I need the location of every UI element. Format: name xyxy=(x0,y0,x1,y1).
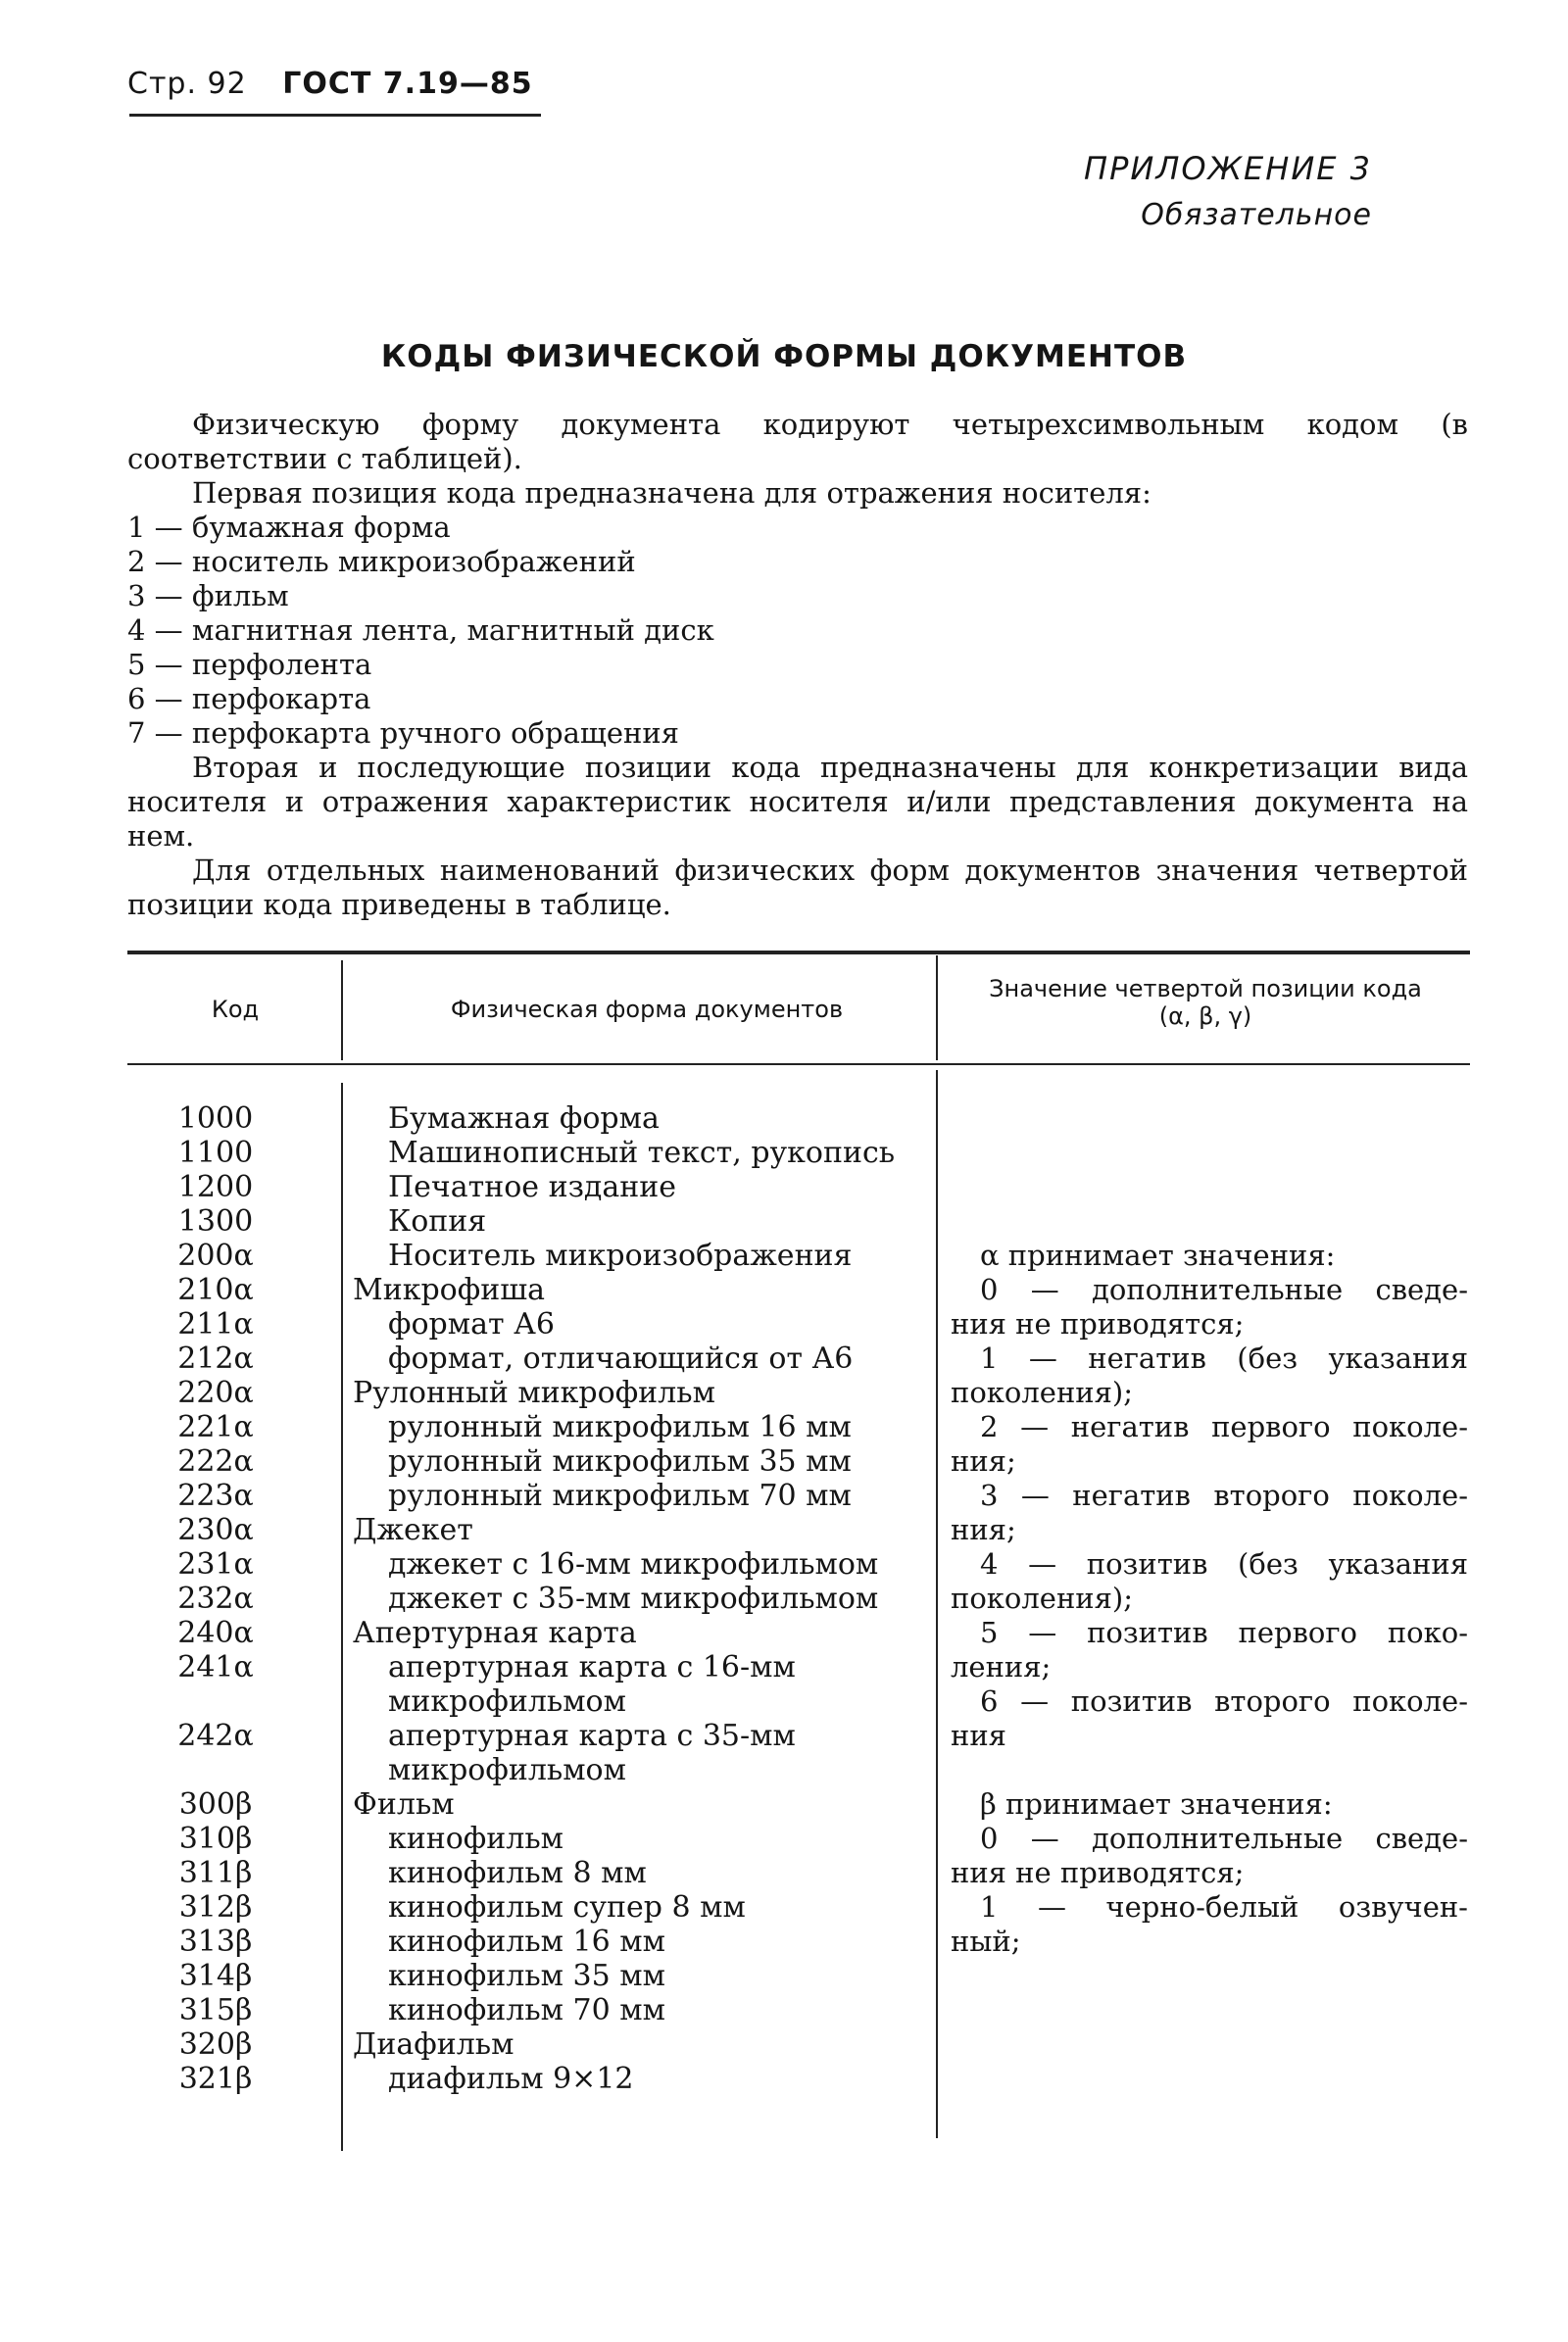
code-cell: 1000 xyxy=(177,1101,254,1136)
code-cell: 220α xyxy=(177,1376,254,1410)
header-divider xyxy=(936,955,938,1060)
form-cell: кинофильм 35 мм xyxy=(388,1959,665,1993)
form-cell: кинофильм 70 мм xyxy=(388,1993,665,2027)
code-cell: 211α xyxy=(177,1307,254,1342)
form-cell: Апертурная карта xyxy=(353,1616,637,1650)
page-title: КОДЫ ФИЗИЧЕСКОЙ ФОРМЫ ДОКУМЕНТОВ xyxy=(380,339,1188,374)
header-divider xyxy=(341,960,343,1060)
code-cell: 313β xyxy=(178,1925,253,1959)
value-line: 1 — негатив (без указания xyxy=(980,1342,1468,1375)
code-cell xyxy=(147,1684,284,1719)
header-rule xyxy=(129,114,541,117)
value-column xyxy=(951,1101,1468,1959)
form-cell: Диафильм xyxy=(353,2027,514,2062)
table-top-rule xyxy=(127,951,1470,954)
form-cell: кинофильм 16 мм xyxy=(388,1925,665,1959)
column-divider xyxy=(341,1083,343,2151)
column-header-value: Значение четвертой позиции кода (α, β, γ) xyxy=(989,975,1422,1030)
code-cell: 221α xyxy=(177,1410,254,1444)
page-number: Стр. 92 xyxy=(127,67,247,101)
form-cell: формат А6 xyxy=(388,1307,555,1342)
form-cell: рулонный микрофильм 35 мм xyxy=(388,1444,852,1479)
form-cell: рулонный микрофильм 16 мм xyxy=(388,1410,852,1444)
intro-paragraph-3: Вторая и последующие позиции кода предназначены для конкретизации вида носителя и отражения характеристик носителя и/или представления документа на нем. xyxy=(127,751,1468,853)
code-cell: 241α xyxy=(177,1650,254,1684)
value-line: ния; xyxy=(951,1444,1016,1478)
code-cell: 230α xyxy=(177,1513,254,1547)
code-cell: 231α xyxy=(177,1547,254,1582)
code-cell: 212α xyxy=(177,1342,254,1376)
form-cell: Бумажная форма xyxy=(388,1101,660,1136)
form-cell: Машинописный текст, рукопись xyxy=(388,1136,896,1170)
code-cell: 210α xyxy=(177,1273,254,1307)
value-line: ный; xyxy=(951,1925,1021,1958)
page-header xyxy=(127,67,533,101)
code-column xyxy=(147,1101,284,2096)
appendix-status: Обязательное xyxy=(1141,198,1372,232)
code-cell: 223α xyxy=(177,1479,254,1513)
value-line: 0 — дополнительные сведе- xyxy=(980,1273,1468,1306)
code-cell: 321β xyxy=(178,2062,253,2096)
appendix-label: ПРИЛОЖЕНИЕ 3 xyxy=(1084,150,1372,187)
code-cell: 200α xyxy=(177,1239,254,1273)
intro-text xyxy=(127,408,1468,922)
list-item: 5 — перфолента xyxy=(127,648,372,681)
form-cell: диафильм 9×12 xyxy=(388,2062,634,2096)
code-cell: 222α xyxy=(177,1444,254,1479)
intro-paragraph-1: Физическую форму документа кодируют четырехсимвольным кодом (в соответствии с таблицей). xyxy=(127,408,1468,475)
list-item: 2 — носитель микроизображений xyxy=(127,545,636,578)
carrier-list xyxy=(127,511,1468,751)
code-cell: 311β xyxy=(178,1856,253,1890)
form-cell: джекет с 35-мм микрофильмом xyxy=(388,1582,879,1616)
value-line: β принимает значения: xyxy=(980,1787,1333,1821)
form-cell: микрофильмом xyxy=(388,1684,626,1719)
list-item: 7 — перфокарта ручного обращения xyxy=(127,716,679,750)
code-cell: 315β xyxy=(178,1993,253,2027)
form-cell: апертурная карта с 35-мм xyxy=(388,1719,796,1753)
code-cell: 232α xyxy=(177,1582,254,1616)
form-cell: джекет с 16-мм микрофильмом xyxy=(388,1547,879,1582)
table-header-rule xyxy=(127,1063,1470,1065)
form-cell: Носитель микроизображения xyxy=(388,1239,853,1273)
code-cell: 300β xyxy=(178,1787,253,1822)
list-item: 6 — перфокарта xyxy=(127,682,371,715)
code-cell: 242α xyxy=(177,1719,254,1753)
form-cell: формат, отличающийся от А6 xyxy=(388,1342,854,1376)
code-cell: 1200 xyxy=(177,1170,254,1204)
form-cell: Фильм xyxy=(353,1787,455,1822)
form-cell: Микрофиша xyxy=(353,1273,545,1307)
value-line: 2 — негатив первого поколе- xyxy=(980,1410,1468,1443)
column-header-form: Физическая форма документов xyxy=(450,996,844,1023)
list-item: 1 — бумажная форма xyxy=(127,511,451,544)
form-cell: кинофильм 8 мм xyxy=(388,1856,647,1890)
code-cell: 1100 xyxy=(177,1136,254,1170)
value-line: ния не приводятся; xyxy=(951,1307,1245,1341)
list-item: 3 — фильм xyxy=(127,579,289,612)
value-line: 5 — позитив первого поко- xyxy=(980,1616,1468,1649)
form-cell: Рулонный микрофильм xyxy=(353,1376,715,1410)
form-cell: Печатное издание xyxy=(388,1170,677,1204)
form-cell: апертурная карта с 16-мм xyxy=(388,1650,796,1684)
form-cell: Копия xyxy=(388,1204,487,1239)
value-line: ления; xyxy=(951,1650,1052,1683)
code-cell: 314β xyxy=(178,1959,253,1993)
value-line: α принимает значения: xyxy=(980,1239,1336,1272)
value-line: 1 — черно-белый озвучен- xyxy=(980,1890,1468,1924)
column-header-code: Код xyxy=(211,996,260,1023)
code-cell: 240α xyxy=(177,1616,254,1650)
appendix-block xyxy=(1084,145,1372,239)
form-cell: рулонный микрофильм 70 мм xyxy=(388,1479,852,1513)
code-cell xyxy=(147,1753,284,1787)
value-line: ния не приводятся; xyxy=(951,1856,1245,1889)
value-line: ния xyxy=(951,1719,1006,1752)
value-line: 6 — позитив второго поколе- xyxy=(980,1684,1468,1718)
form-cell: Джекет xyxy=(353,1513,473,1547)
form-cell: кинофильм xyxy=(388,1822,564,1856)
value-line: поколения); xyxy=(951,1582,1133,1615)
form-cell: микрофильмом xyxy=(388,1753,626,1787)
intro-paragraph-2: Первая позиция кода предназначена для отражения носителя: xyxy=(192,476,1152,510)
value-line: 4 — позитив (без указания xyxy=(980,1547,1468,1581)
code-cell: 312β xyxy=(178,1890,253,1925)
value-line: 0 — дополнительные сведе- xyxy=(980,1822,1468,1855)
value-line: 3 — негатив второго поколе- xyxy=(980,1479,1468,1512)
value-line: поколения); xyxy=(951,1376,1133,1409)
code-cell: 320β xyxy=(178,2027,253,2062)
form-column xyxy=(353,1101,941,2096)
value-line: ния; xyxy=(951,1513,1016,1546)
standard-id: ГОСТ 7.19—85 xyxy=(282,67,533,101)
code-cell: 310β xyxy=(178,1822,253,1856)
code-cell: 1300 xyxy=(177,1204,254,1239)
list-item: 4 — магнитная лента, магнитный диск xyxy=(127,613,714,647)
intro-paragraph-4: Для отдельных наименований физических форм документов значения четвертой позиции кода приведены в таблице. xyxy=(127,854,1468,921)
form-cell: кинофильм супер 8 мм xyxy=(388,1890,746,1925)
